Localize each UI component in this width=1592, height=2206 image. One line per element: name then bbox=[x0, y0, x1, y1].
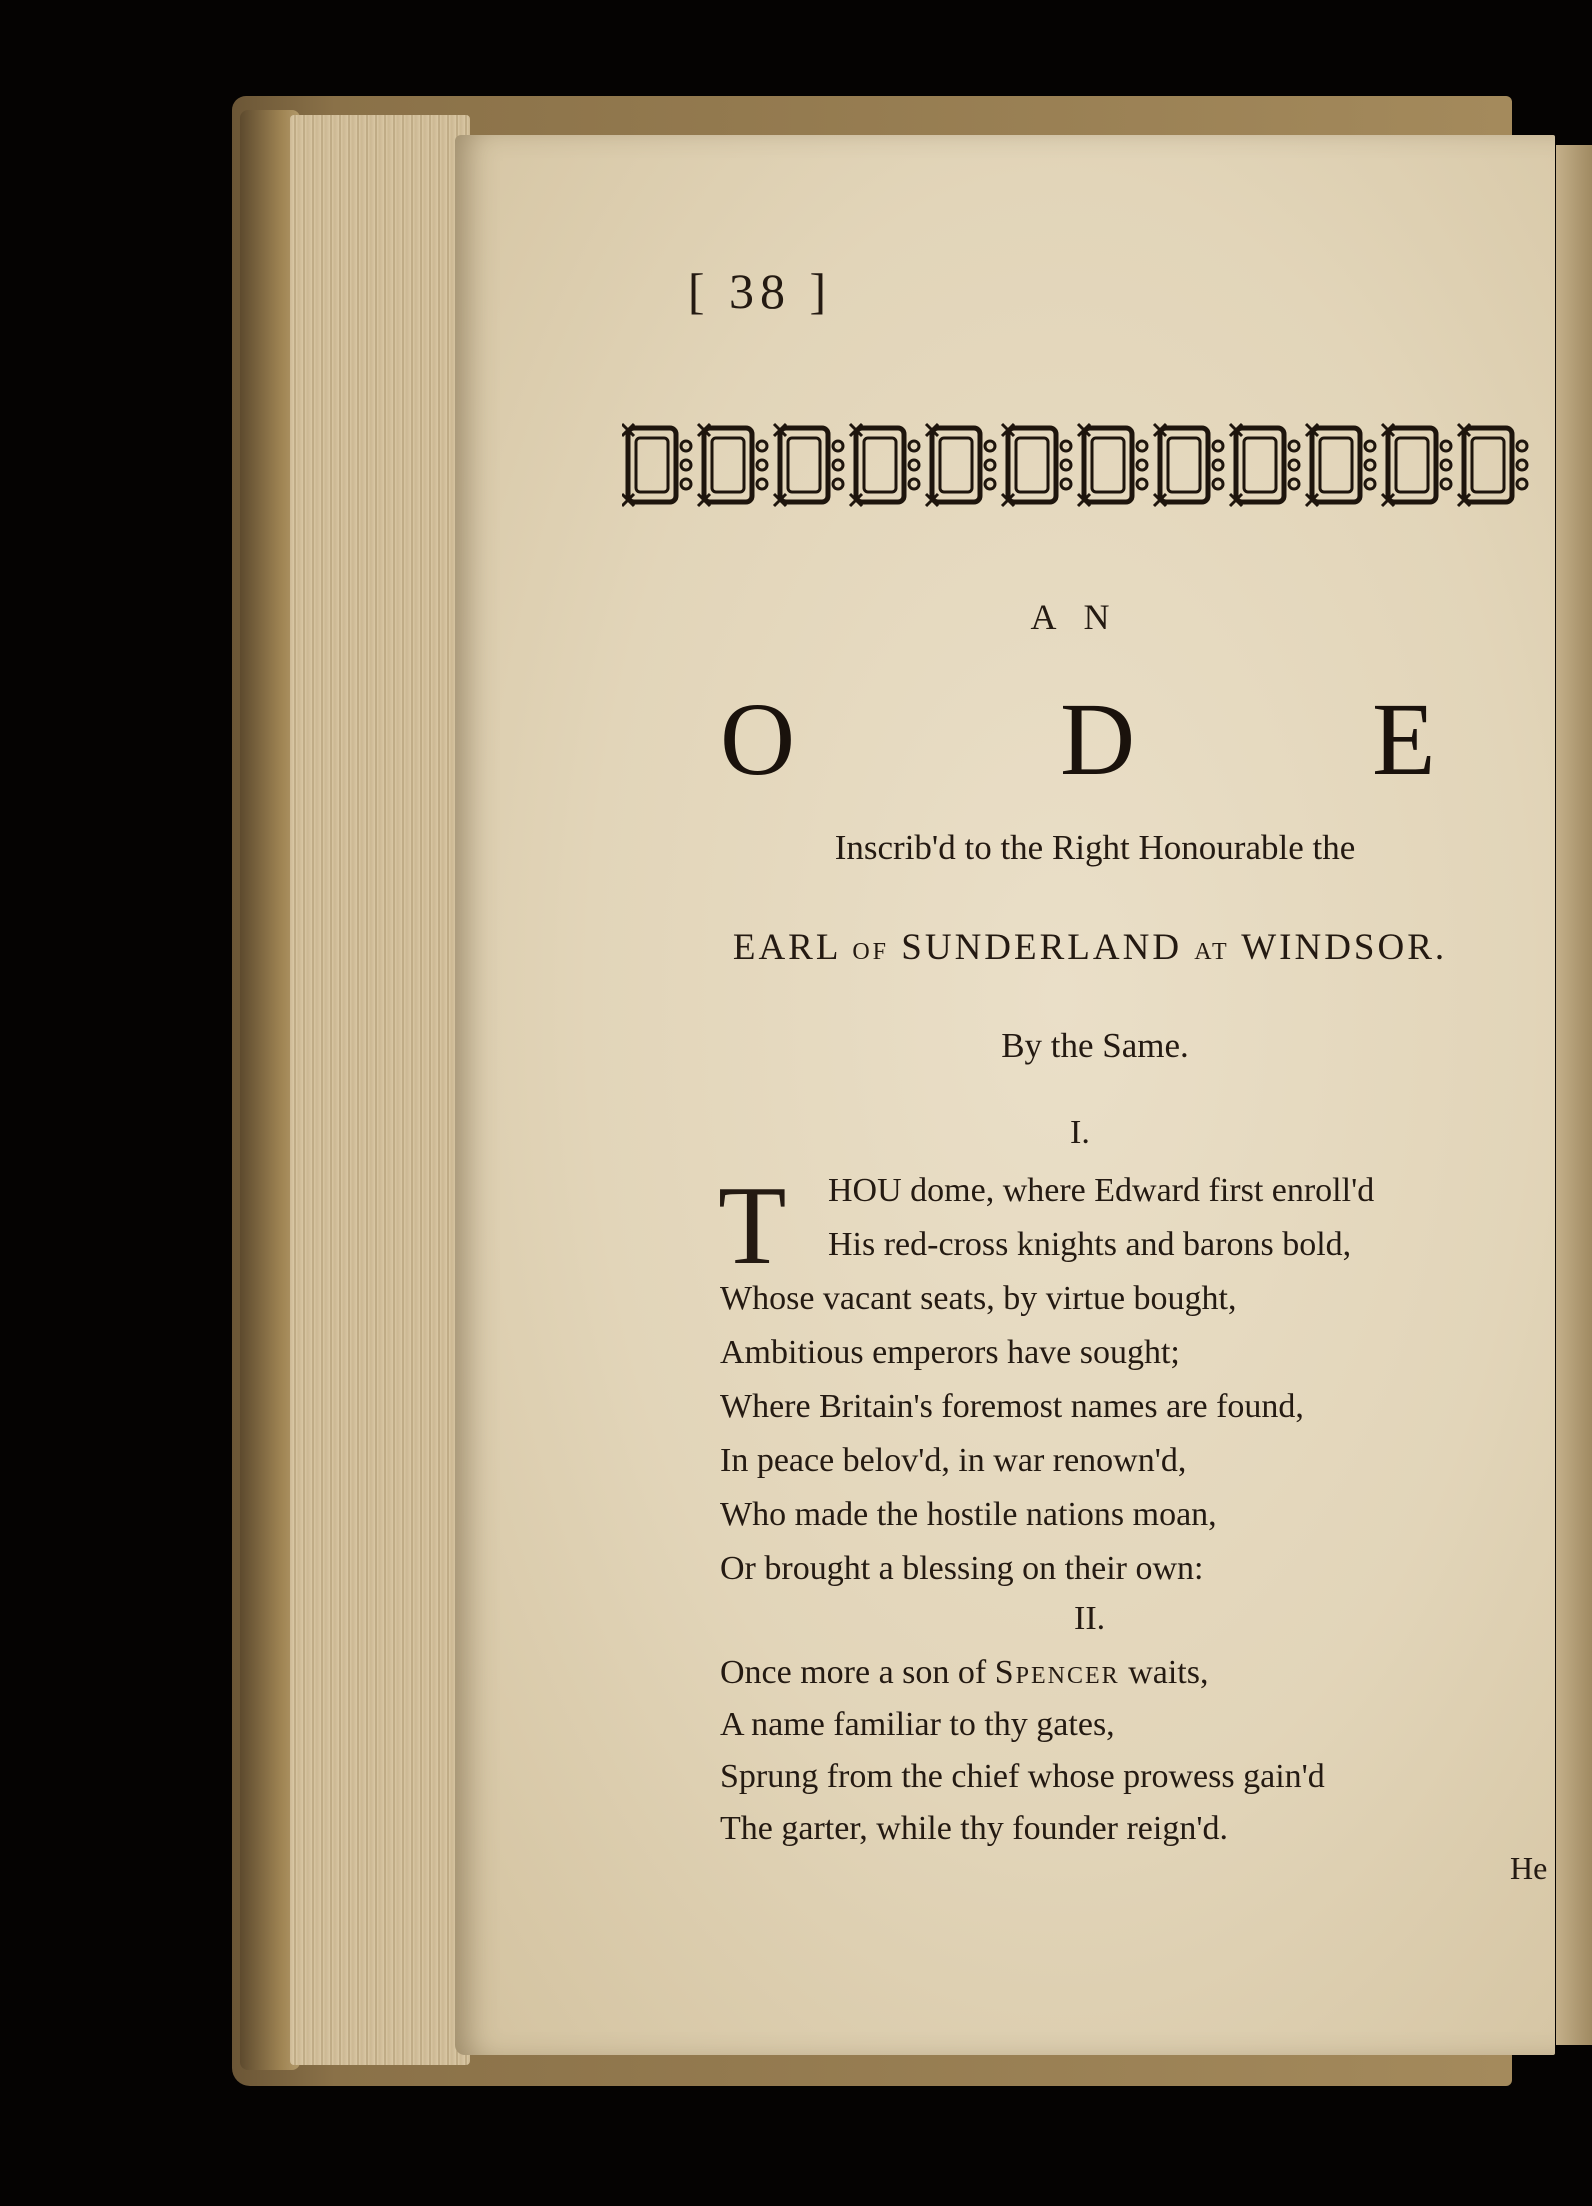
stanza-number: I. bbox=[1070, 1114, 1090, 1151]
verse-line: Or brought a blessing on their own: bbox=[720, 1550, 1204, 1587]
word-at: AT bbox=[1194, 939, 1230, 965]
verse-line: Where Britain's foremost names are found, bbox=[720, 1388, 1304, 1425]
title-an: A N bbox=[1030, 597, 1120, 637]
verse-line: Who made the hostile nations moan, bbox=[720, 1496, 1217, 1533]
title-letter-d: D bbox=[1060, 682, 1136, 797]
verse-line: The garter, while thy founder reign'd. bbox=[720, 1810, 1228, 1847]
verse-line: HOU dome, where Edward first enroll'd bbox=[828, 1172, 1375, 1209]
title-ode bbox=[720, 680, 1440, 797]
word-earl: EARL bbox=[732, 927, 841, 968]
verse-line: Ambitious emperors have sought; bbox=[720, 1334, 1180, 1371]
title-letter-o: O bbox=[720, 682, 796, 797]
name-spencer: Spencer bbox=[994, 1654, 1120, 1691]
verse-line: Sprung from the chief whose prowess gain'd bbox=[720, 1758, 1325, 1795]
word-of: OF bbox=[852, 939, 890, 965]
verse-line: A name familiar to thy gates, bbox=[720, 1706, 1115, 1743]
byline: By the Same. bbox=[1001, 1026, 1189, 1065]
stanza-number: II. bbox=[1074, 1600, 1106, 1637]
verse-line: Whose vacant seats, by virtue bought, bbox=[720, 1280, 1237, 1317]
verse-text: Once more a son of bbox=[720, 1654, 995, 1691]
subtitle-dedication: Inscrib'd to the Right Honourable the bbox=[834, 828, 1356, 867]
title-letter-e: E bbox=[1372, 682, 1436, 797]
verse-text: waits, bbox=[1119, 1654, 1209, 1691]
verse-line: His red-cross knights and barons bold, bbox=[828, 1226, 1352, 1263]
verse-line: In peace belov'd, in war renown'd, bbox=[720, 1442, 1187, 1479]
subtitle-earl bbox=[0, 926, 1592, 969]
page-number: [ 38 ] bbox=[687, 263, 833, 319]
drop-cap: T bbox=[718, 1164, 787, 1288]
word-sunderland: SUNDERLAND bbox=[901, 927, 1183, 968]
decorative-border-icon bbox=[622, 420, 1532, 510]
verse-line bbox=[720, 1654, 1208, 1692]
next-leaf-edge bbox=[1556, 145, 1592, 2045]
page-edges bbox=[290, 115, 470, 2065]
catchword: He bbox=[1510, 1850, 1548, 1886]
word-windsor: WINDSOR. bbox=[1241, 927, 1448, 968]
